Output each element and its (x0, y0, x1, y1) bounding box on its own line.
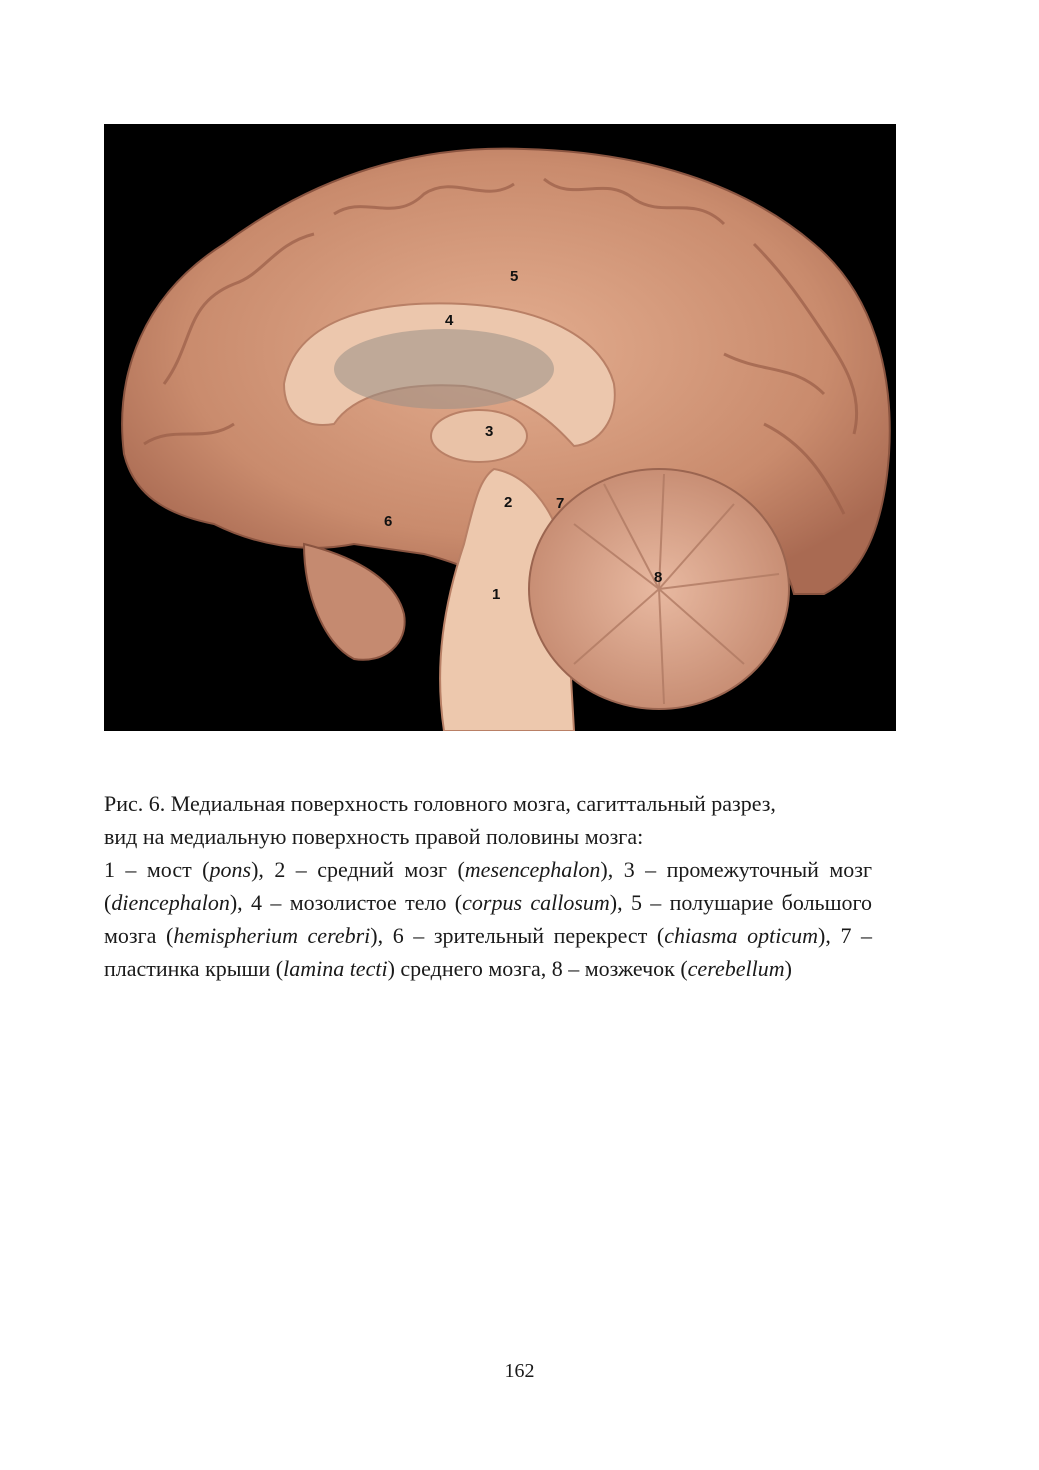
legend-tail: ), (229, 890, 252, 915)
legend-number: 7 – (840, 923, 873, 948)
label-5: 5 (510, 268, 519, 285)
legend-number: 6 – (392, 923, 434, 948)
label-2: 2 (504, 494, 513, 511)
label-4: 4 (445, 312, 454, 329)
legend-latin-term: cerebellum (687, 956, 785, 981)
legend-tail: ) (784, 956, 792, 981)
brain-sagittal-photo (104, 124, 896, 731)
legend-term: мозжечок ( (584, 956, 688, 981)
brain-illustration (104, 124, 896, 731)
figure-caption (104, 787, 872, 985)
legend-item (104, 857, 274, 882)
legend-tail: ), (600, 857, 624, 882)
legend-term: пластинка крыши ( (104, 956, 284, 981)
legend-item (251, 890, 631, 915)
caption-title-line2: вид на медиальную поверхность правой половины мозга: (104, 824, 644, 849)
legend-number: 3 – (623, 857, 667, 882)
legend-latin-term: hemispherium cerebri (173, 923, 371, 948)
legend-term: полушарие большого мозга ( (104, 890, 873, 948)
legend-tail: ), (818, 923, 841, 948)
label-7: 7 (556, 495, 565, 512)
legend-tail: ), (609, 890, 631, 915)
legend-term: зрительный перекрест ( (433, 923, 665, 948)
legend-term: мозолистое тело ( (289, 890, 463, 915)
legend-number: 2 – (274, 857, 318, 882)
legend-number: 5 – (630, 890, 670, 915)
legend-term: мост ( (146, 857, 210, 882)
legend-term: промежуточный мозг ( (104, 857, 873, 915)
legend-tail: ), (370, 923, 393, 948)
legend-latin-term: mesencephalon (464, 857, 601, 882)
legend-latin-term: diencephalon (111, 890, 230, 915)
legend-term: средний мозг ( (317, 857, 465, 882)
legend-tail: ), (251, 857, 275, 882)
legend-number: 8 – (551, 956, 585, 981)
label-1: 1 (492, 586, 501, 603)
legend-latin-term: corpus callosum (462, 890, 610, 915)
legend-latin-term: chiasma opticum (664, 923, 819, 948)
legend-number: 4 – (251, 890, 290, 915)
legend-latin-term: lamina tecti (283, 956, 388, 981)
legend-item (552, 956, 792, 981)
label-3: 3 (485, 423, 494, 440)
caption-legend (104, 853, 872, 985)
caption-title-line1: Рис. 6. Медиальная поверхность головного мозга, сагиттальный разрез, (104, 791, 776, 816)
legend-item (274, 857, 623, 882)
label-8: 8 (654, 569, 663, 586)
legend-tail: ) среднего мозга, (387, 956, 552, 981)
legend-item (393, 923, 841, 948)
legend-number: 1 – (104, 857, 147, 882)
legend-latin-term: pons (209, 857, 252, 882)
label-6: 6 (384, 513, 393, 530)
page-number: 162 (504, 1360, 535, 1382)
